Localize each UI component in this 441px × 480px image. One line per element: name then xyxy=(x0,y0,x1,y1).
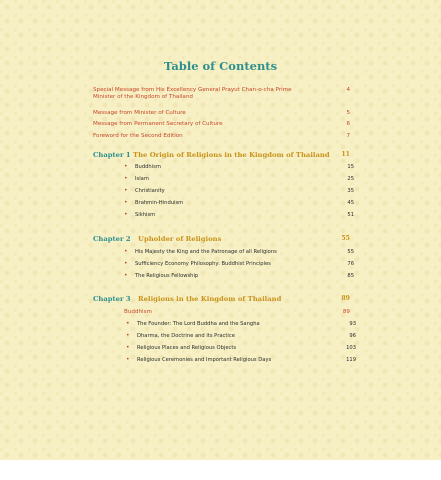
entry-page: 6 xyxy=(346,121,350,127)
chapter-heading[interactable] xyxy=(93,295,350,305)
entry-page: 7 xyxy=(346,133,350,139)
item-page: 25 xyxy=(347,176,354,182)
bullet-icon: • xyxy=(126,320,130,327)
item-text: Dharma, the Doctrine and its Practice xyxy=(137,333,235,339)
item-text: Brahmin-Hinduism xyxy=(135,200,184,206)
bullet-icon: • xyxy=(124,175,128,182)
bullet-icon: • xyxy=(126,356,130,363)
chapter-number: Chapter 3 xyxy=(93,295,131,303)
chapter-title: Upholder of Religions xyxy=(138,235,222,243)
item-text: Religious Places and Religious Objects xyxy=(137,345,237,351)
item-page: 45 xyxy=(347,200,354,206)
section-title: Buddhism xyxy=(124,309,152,315)
item-page: 51 xyxy=(347,212,354,218)
section-heading[interactable] xyxy=(124,309,350,315)
bullet-icon: • xyxy=(124,248,128,255)
bullet-icon: • xyxy=(124,199,128,206)
item-text: His Majesty the King and the Patronage of all Religions xyxy=(135,249,277,255)
front-matter-entry[interactable] xyxy=(93,133,350,140)
item-page: 85 xyxy=(347,273,354,279)
chapter-page: 55 xyxy=(341,235,350,242)
bullet-icon: • xyxy=(124,260,128,267)
item-page: 35 xyxy=(347,188,354,194)
entry-text: Special Message from His Excellency General Prayut Chan-o-cha Prime Minister of the Kingdom of Thailand xyxy=(93,87,292,100)
bullet-icon: • xyxy=(124,272,128,279)
item-page: 103 xyxy=(346,345,356,351)
item-text: Sufficiency Economy Philosophy: Buddhist Principles xyxy=(135,261,271,267)
section-page: 89 xyxy=(342,309,350,315)
item-text: Islam xyxy=(135,176,149,182)
item-text: Sikhism xyxy=(135,212,156,218)
bullet-icon: • xyxy=(124,163,128,170)
item-text: The Founder: The Lord Buddha and the Sangha xyxy=(137,321,260,327)
chapter-page: 89 xyxy=(341,295,350,302)
bullet-icon: • xyxy=(124,211,128,218)
page-title: Table of Contents xyxy=(163,59,278,73)
bullet-icon: • xyxy=(126,344,130,351)
front-matter-entry[interactable] xyxy=(93,121,350,128)
chapter-number: Chapter 2 xyxy=(93,235,131,243)
item-text: Christianity xyxy=(135,188,165,194)
item-text: The Religious Fellowship xyxy=(135,273,199,279)
item-page: 119 xyxy=(346,357,356,363)
item-page: 76 xyxy=(347,261,354,267)
chapter-heading[interactable] xyxy=(93,235,350,245)
chapter-title: Religions in the Kingdom of Thailand xyxy=(138,295,282,303)
entry-text: Foreword for the Second Edition xyxy=(93,133,183,139)
item-page: 15 xyxy=(347,164,354,170)
bullet-icon: • xyxy=(126,332,130,339)
entry-page: 4 xyxy=(346,87,350,93)
item-page: 93 xyxy=(349,321,356,327)
chapter-heading[interactable] xyxy=(93,151,350,161)
chapter-page: 11 xyxy=(341,151,350,158)
entry-text: Message from Permanent Secretary of Culture xyxy=(93,121,223,127)
item-page: 55 xyxy=(347,249,354,255)
item-page: 96 xyxy=(349,333,356,339)
bullet-icon: • xyxy=(124,187,128,194)
front-matter-entry[interactable] xyxy=(93,110,350,117)
chapter-title: The Origin of Religions in the Kingdom of Thailand xyxy=(133,151,330,159)
item-text: Buddhism xyxy=(135,164,161,170)
item-text: Religious Ceremonies and Important Religious Days xyxy=(137,357,272,363)
entry-text: Message from Minister of Culture xyxy=(93,110,186,116)
chapter-number: Chapter 1 xyxy=(93,151,131,159)
front-matter-entry[interactable] xyxy=(93,87,350,101)
entry-page: 5 xyxy=(346,110,350,116)
